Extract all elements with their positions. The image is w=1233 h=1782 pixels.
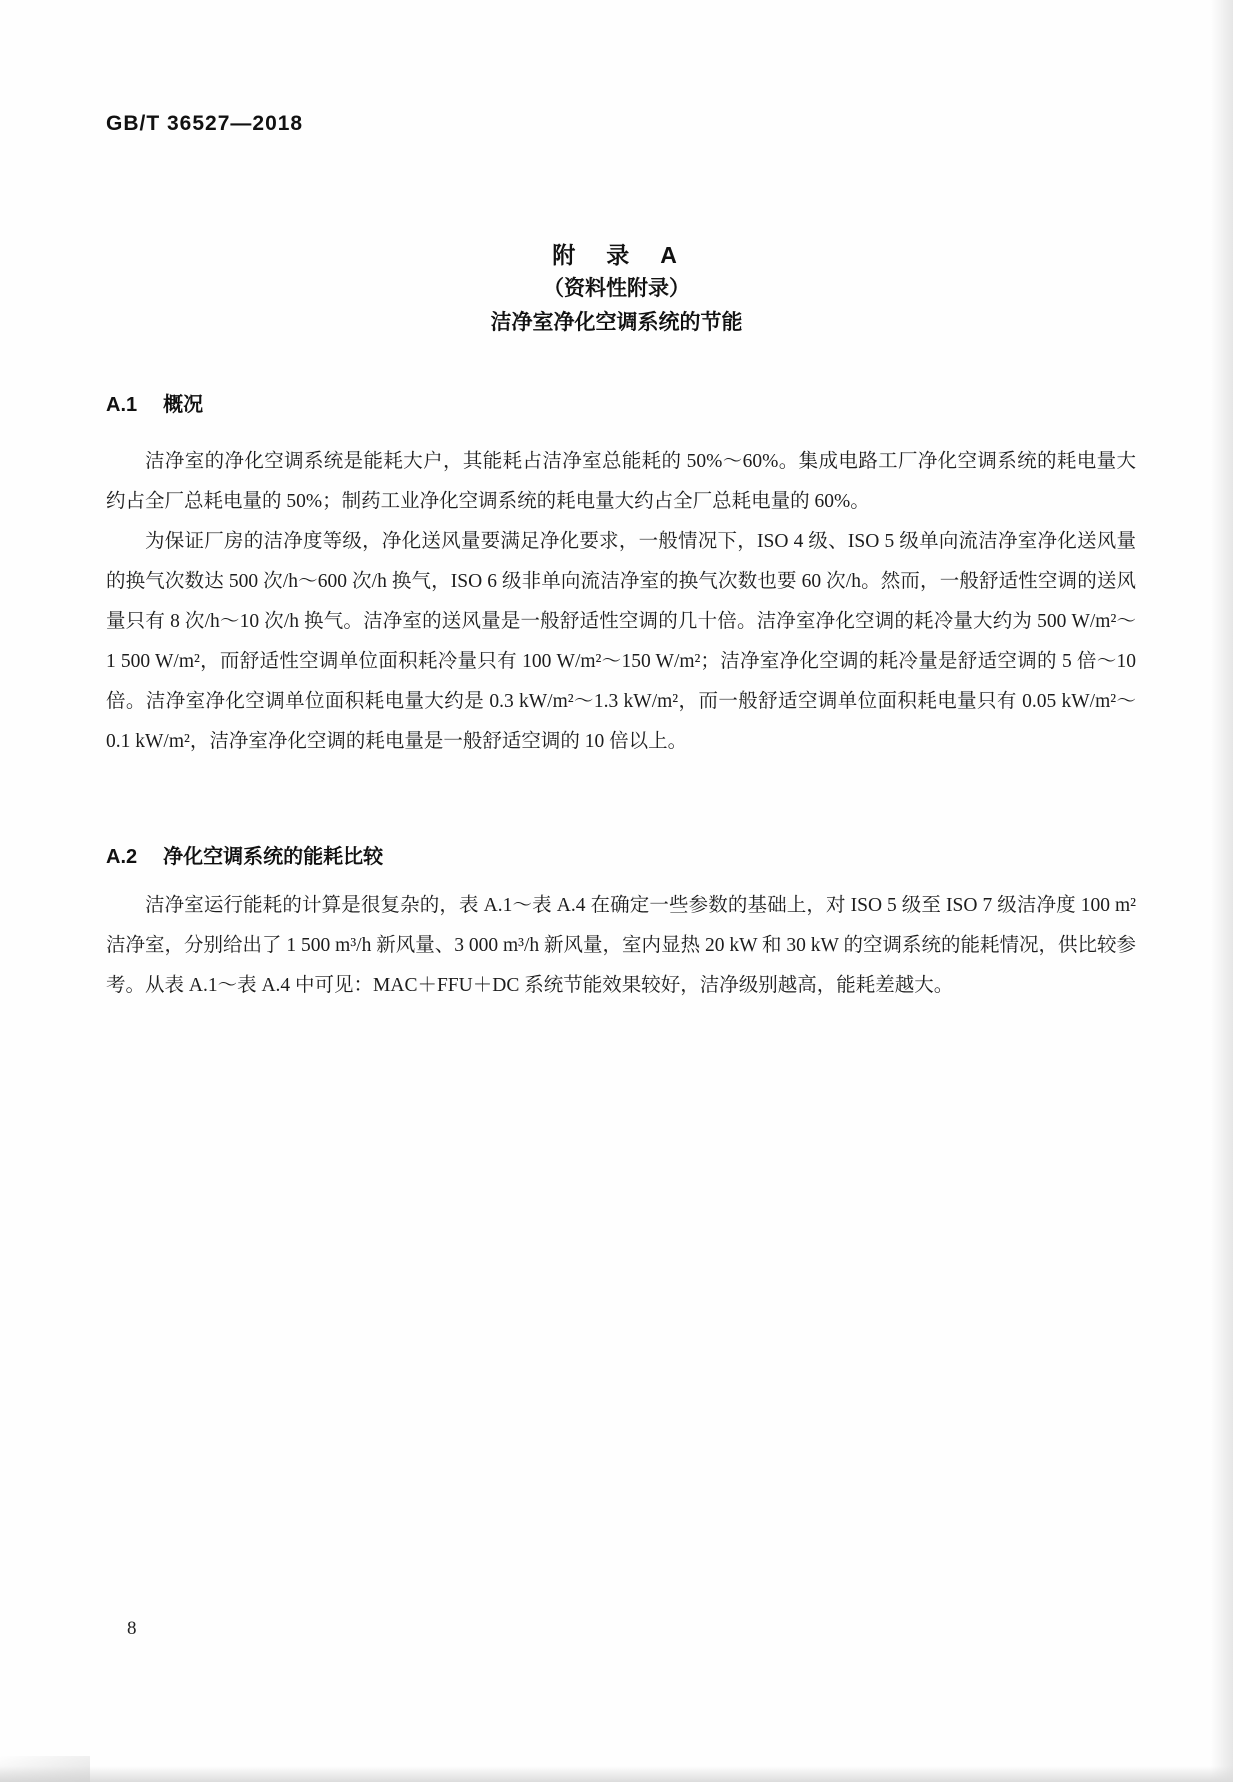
paragraph: 洁净室的净化空调系统是能耗大户，其能耗占洁净室总能耗的 50%～60%。集成电路工厂净化空调系统的耗电量大约占全厂总耗电量的 50%；制药工业净化空调系统的耗电量大约占全厂总耗电量的 60%。 <box>106 451 1136 512</box>
scan-corner-shade <box>0 1756 90 1782</box>
section-heading-a2 <box>106 840 1136 869</box>
appendix-title-block <box>0 238 1233 340</box>
section-number: A.2 <box>106 846 138 868</box>
section-number: A.1 <box>106 394 138 416</box>
section-a2-body <box>106 886 1136 1006</box>
scan-edge-right <box>1211 0 1233 1782</box>
appendix-subtitle-informative: （资料性附录） <box>543 277 690 300</box>
paragraph: 为保证厂房的洁净度等级，净化送风量要满足净化要求，一般情况下，ISO 4 级、ISO 5 级单向流洁净室净化送风量的换气次数达 500 次/h～600 次/h 换气，ISO 6 级非单向流洁净室的换气次数也要 60 次/h。然而，一般舒适性空调的送风量只有 8 次/h～10 次/h 换气。洁净室的送风量是一般舒适性空调的几十倍。洁净室净化空调的耗冷量大约为 500 W/m²～1 500 W/m²，而舒适性空调单位面积耗冷量只有 100 W/m²～150 W/m²；洁净室净化空调的耗冷量是舒适空调的 5 倍～10 倍。洁净室净化空调单位面积耗电量大约是 0.3 kW/m²～1.3 kW/m²，而一般舒适空调单位面积耗电量只有 0.05 kW/m²～0.1 kW/m²，洁净室净化空调的耗电量是一般舒适空调的 10 倍以上。 <box>106 531 1136 752</box>
scan-edge-bottom <box>0 1766 1233 1782</box>
section-title: 净化空调系统的能耗比较 <box>163 846 384 868</box>
appendix-title: 附 录 A <box>552 242 681 268</box>
page-number: 8 <box>127 1618 137 1639</box>
section-a1-body <box>106 442 1136 762</box>
section-heading-a1 <box>106 388 1136 417</box>
standard-number: GB/T 36527—2018 <box>106 112 304 135</box>
section-title: 概况 <box>163 394 204 416</box>
appendix-subject-title: 洁净室净化空调系统的节能 <box>490 311 743 334</box>
paragraph: 洁净室运行能耗的计算是很复杂的，表 A.1～表 A.4 在确定一些参数的基础上，对 ISO 5 级至 ISO 7 级洁净度 100 m² 洁净室，分别给出了 1 500 m³/h 新风量、3 000 m³/h 新风量，室内显热 20 kW 和 30 kW 的空调系统的能耗情况，供比较参考。从表 A.1～表 A.4 中可见：MAC＋FFU＋DC 系统节能效果较好，洁净级别越高，能耗差越大。 <box>106 895 1136 996</box>
